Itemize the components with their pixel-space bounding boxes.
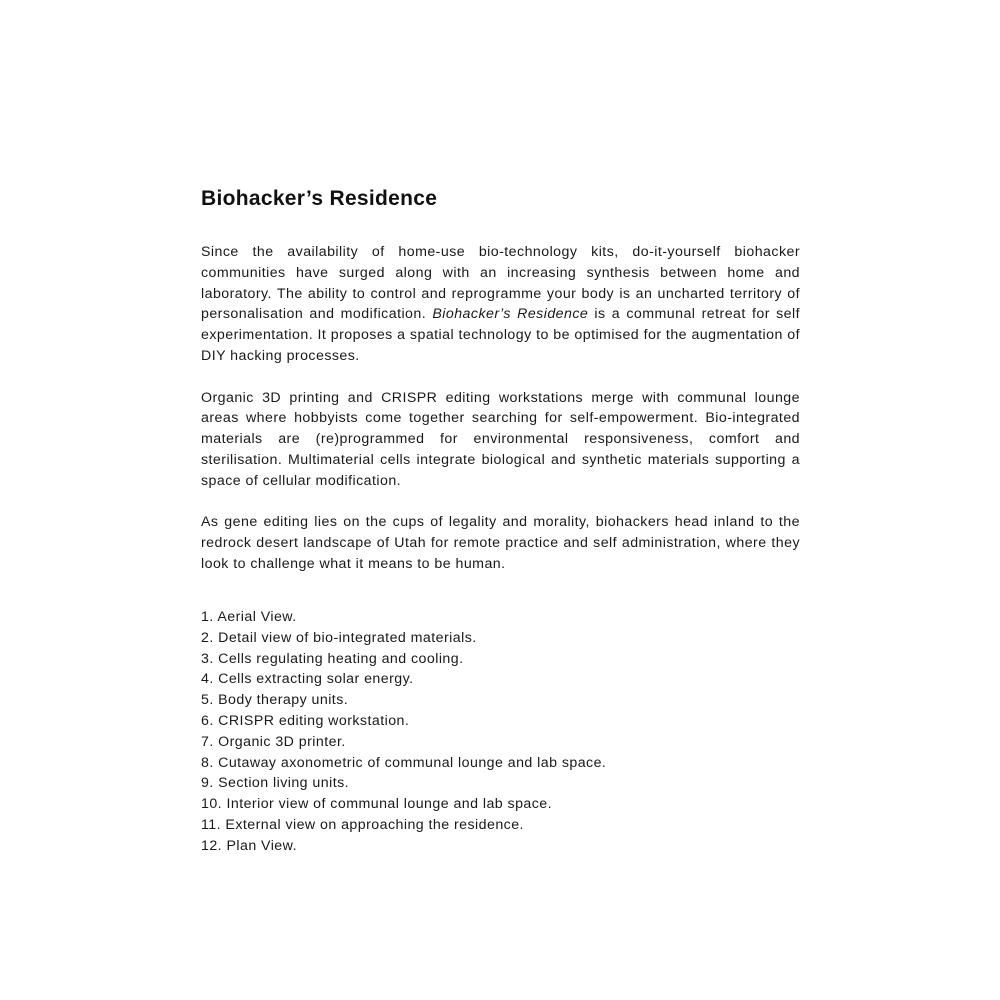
caption-list [201,607,606,857]
caption-item: 3. Cells regulating heating and cooling. [201,650,464,667]
paragraph-1-emphasis: Biohacker’s Residence [432,306,589,323]
caption-item: 10. Interior view of communal lounge and lab space. [201,796,553,813]
caption-item: 9. Section living units. [201,775,350,792]
caption-item: 7. Organic 3D printer. [201,733,346,750]
caption-item: 6. CRISPR editing workstation. [201,712,410,729]
paragraph-3: As gene editing lies on the cups of legality and morality, biohackers head inland to the redrock desert landscape of Utah for remote practice and self administration, where they look to challenge what it means to be human. [201,514,800,572]
paragraph-1-part-1: Since the availability of home-use bio-technology kits, do-it-yourself biohacker communities have surged along with an increasing synthesis between home and laboratory. The ability to control and reprogramme your body is an uncharted territory of personalisation and modification. [201,244,800,323]
page-title: Biohacker’s Residence [201,187,438,210]
caption-item: 4. Cells extracting solar energy. [201,671,414,688]
caption-item: 8. Cutaway axonometric of communal lounge and lab space. [201,754,607,771]
paragraph-2: Organic 3D printing and CRISPR editing workstations merge with communal lounge areas where hobbyists come together searching for self-empowerment. Bio-integrated materials are (re)programmed for environmental responsiveness, comfort and sterilisation. Multimaterial cells integrate biological and synthetic materials supporting a space of cellular modification. [201,389,800,489]
body-text [201,242,800,575]
document-page [201,184,800,854]
caption-item: 2. Detail view of bio-integrated materials. [201,629,477,646]
caption-item: 12. Plan View. [201,837,297,854]
caption-item: 1. Aerial View. [201,609,297,625]
caption-item: 5. Body therapy units. [201,692,349,709]
paragraph-1-part-2: is a communal retreat for self experimentation. It proposes a spatial technology to be optimised for the augmentation of DIY hacking processes. [201,306,800,364]
paragraph-1 [201,242,800,367]
caption-item: 11. External view on approaching the residence. [201,816,524,833]
